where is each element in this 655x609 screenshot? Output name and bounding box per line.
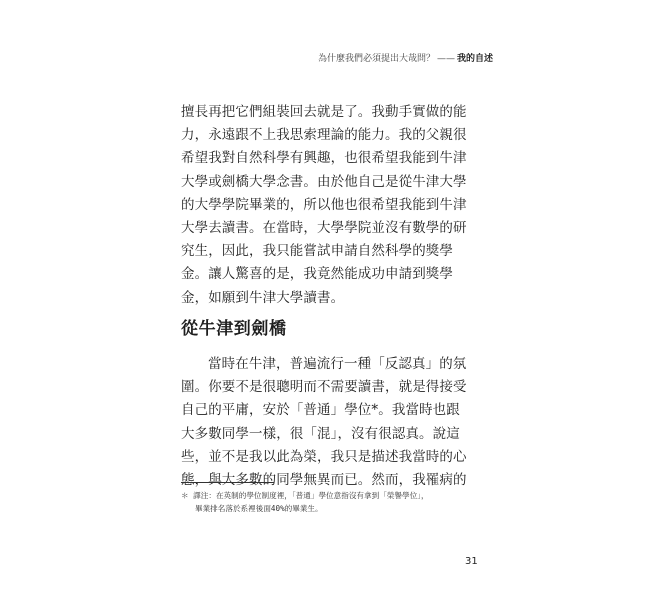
page-number: 31 xyxy=(465,556,478,567)
paragraph-1: 擅長再把它們組裝回去就是了。我動手實做的能力，永遠跟不上我思索理論的能力。我的父親很希望我對自然科學有興趣，也很希望我能到牛津大學或劍橋大學念書。由於他自己是從牛津大學的大學學院畢業的，所以他也很希望我能到牛津大學去讀書。在當時，大學學院並沒有數學的研究生，因此，我只能嘗試申請自然科學的獎學金。讓人驚喜的是，我竟然能成功申請到獎學金，如願到牛津大學讀書。 xyxy=(181,104,467,306)
footnote-line-2: 畢業排名落於系裡後面40%的畢業生。 xyxy=(195,504,323,513)
paragraph-2 xyxy=(181,353,473,492)
paragraph-2-text: 當時在牛津，普遍流行一種「反認真」的氛圍。你要不是很聰明而不需要讀書，就是得接受自己的平庸，安於「普通」學位*。我當時也跟大多數同學一樣，很「混」，沒有很認真。說這些，並不是我以此為榮，我只是描述我當時的心態，與大多數的同學無異而已。然而，我罹病的 xyxy=(181,356,467,489)
header-separator: —— xyxy=(436,54,455,64)
running-header xyxy=(318,51,493,64)
section-heading: 從牛津到劍橋 xyxy=(181,319,287,339)
footnote-line-1: ＊ 譯注：在英制的學位制度裡，「普通」學位意指沒有拿到「榮譽學位」， xyxy=(181,491,429,500)
book-title: 為什麼我們必須提出大哉問？ xyxy=(317,54,435,64)
footnote-divider xyxy=(181,482,274,483)
footnote xyxy=(181,489,481,515)
chapter-title: 我的自述 xyxy=(456,54,493,64)
